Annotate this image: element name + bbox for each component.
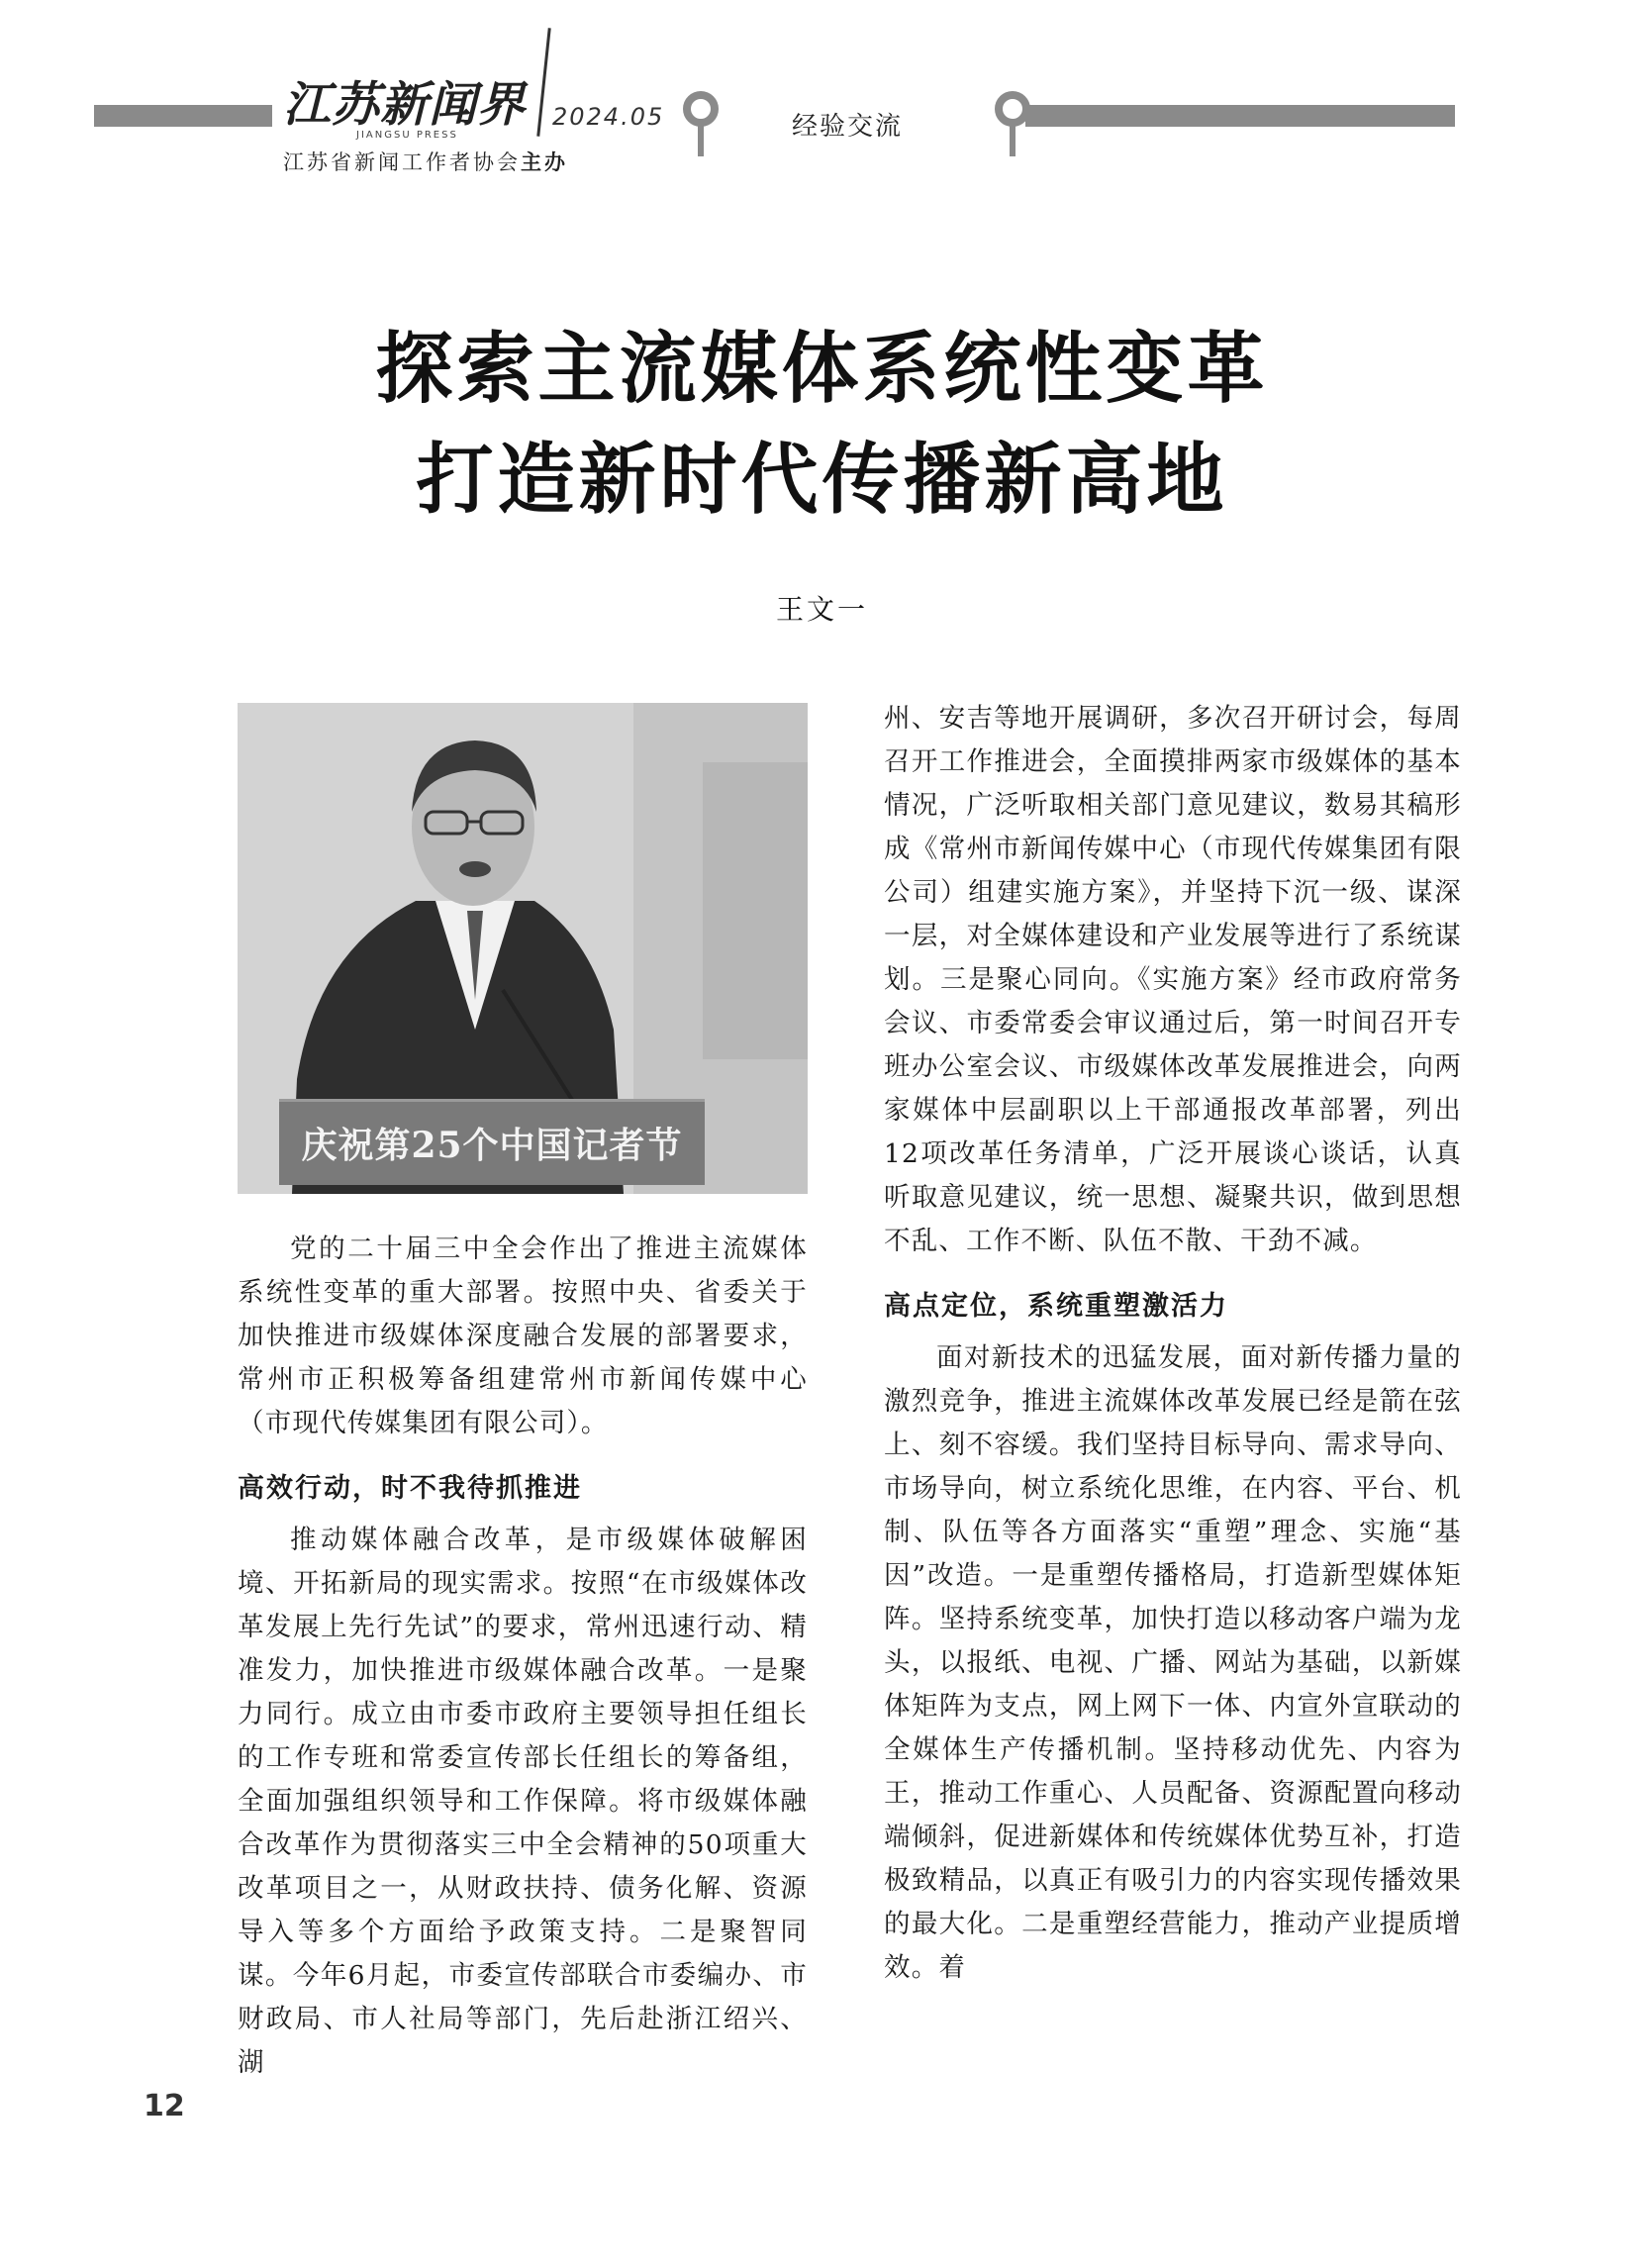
intro-paragraph: 党的二十届三中全会作出了推进主流媒体系统性变革的重大部署。按照中央、省委关于加快推进市级媒体深度融合发展的部署要求，常州市正积极筹备组建常州市新闻传媒中心（市现代传媒集团有限公司）。 [238,1233,808,1438]
organizer-role: 主办 [521,150,568,174]
magazine-logo: 江苏新闻界 [283,77,527,133]
page-number: 12 [144,2089,185,2123]
body-paragraph-1-continued: 州、安吉等地开展调研，多次召开研讨会，每周召开工作推进会，全面摸排两家市级媒体的基本情况，广泛听取相关部门意见建议，数易其稿形成《常州市新闻传媒中心（市现代传媒集团有限公司）组建实施方案》，并坚持下沉一级、谋深一层，对全媒体建设和产业发展等进行了系统谋划。三是聚心同向。《实施方案》经市政府常务会议、市委常委会审议通过后，第一时间召开专班办公室会议、市级媒体改革发展推进会，向两家媒体中层副职以上干部通报改革部署，列出12项改革任务清单，广泛开展谈心谈话，认真听取意见建议，统一思想、凝聚共识，做到思想不乱、工作不断、队伍不散、干劲不减。 [884,703,1462,1256]
logo-separator [536,28,550,137]
issue-number: 2024.05 [552,103,665,131]
right-column [884,697,1462,1990]
body-paragraph-2: 面对新技术的迅猛发展，面对新传播力量的激烈竞争，推进主流媒体改革发展已经是箭在弦上、刻不容缓。我们坚持目标导向、需求导向、市场导向，树立系统化思维，在内容、平台、机制、队伍等各方面落实“重塑”理念、实施“基因”改造。一是重塑传播格局，打造新型媒体矩阵。坚持系统变革，加快打造以移动客户端为龙头，以报纸、电视、广播、网站为基础，以新媒体矩阵为支点，网上网下一体、内宣外宣联动的全媒体生产传播机制。坚持移动优先、内容为王，推动工作重心、人员配备、资源配置向移动端倾斜，促进新媒体和传统媒体优势互补，打造极致精品，以真正有吸引力的内容实现传播效果的最大化。二是重塑经营能力，推动产业提质增效。着 [884,1342,1462,1983]
left-column [238,1228,808,2085]
magazine-logo-subtitle: JIANGSU PRESS [356,130,458,141]
header-bar-right [1025,105,1455,127]
photo-banner [279,1099,705,1185]
organizer-line [283,147,568,176]
body-paragraph-1: 推动媒体融合改革，是市级媒体破解困境、开拓新局的现实需求。按照“在市级媒体改革发展上先行先试”的要求，常州迅速行动、精准发力，加快推进市级媒体融合改革。一是聚力同行。成立由市委市政府主要领导担任组长的工作专班和常委宣传部长任组长的筹备组，全面加强组织领导和工作保障。将市级媒体融合改革作为贯彻落实三中全会精神的50项重大改革项目之一，从财政扶持、债务化解、资源导入等多个方面给予政策支持。二是聚智同谋。今年6月起，市委宣传部联合市委编办、市财政局、市人社局等部门，先后赴浙江绍兴、湖 [238,1525,808,2078]
map-pin-icon [993,91,1032,158]
article-title-line1: 探索主流媒体系统性变革 [375,325,1269,414]
section-heading-1: 高效行动，时不我待抓推进 [238,1473,582,1504]
article-title-line2: 打造新时代传播新高地 [416,436,1228,525]
section-label: 经验交流 [792,112,904,142]
header-bar-left [94,105,272,127]
section-heading-2: 高点定位，系统重塑激活力 [884,1291,1228,1322]
map-pin-icon [681,91,721,158]
organizer-name: 江苏省新闻工作者协会 [283,150,521,174]
photo-banner-text: 庆祝第25个中国记者节 [301,1125,683,1166]
article-author: 王文一 [775,593,868,626]
article-photo [238,703,808,1194]
